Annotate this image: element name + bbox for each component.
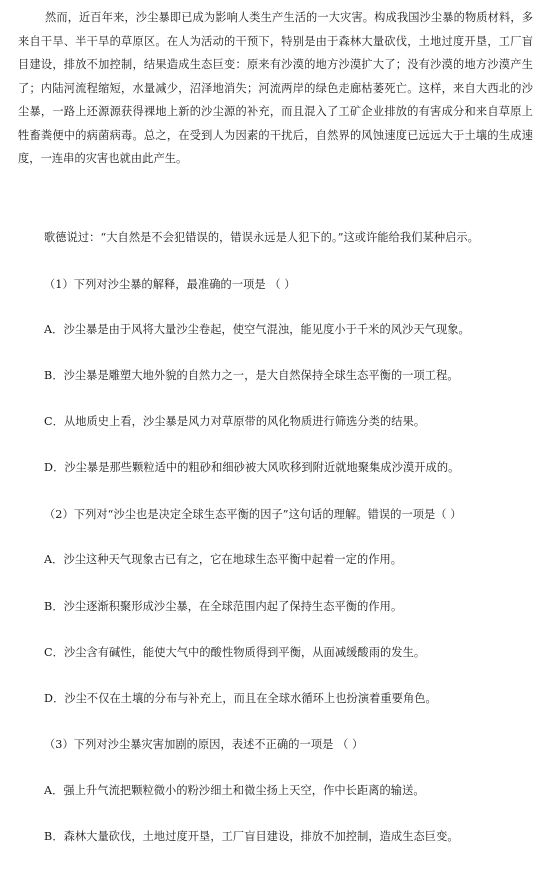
question-2-option-c: C．沙尘含有碱性，能使大气中的酸性物质得到平衡，从面减缓酸雨的发生。: [44, 646, 426, 659]
question-1-option-d: D．沙尘暴是那些颗粒适中的粗砂和细砂被大风吹移到附近就地聚集成沙漠开成的。: [44, 461, 460, 474]
question-2-stem: （2）下列对“沙尘也是决定全球生态平衡的因子”这句话的理解。错误的一项是（ ）: [44, 508, 462, 521]
passage-paragraph: 然而，近百年来，沙尘暴即已成为影响人类生产生活的一大灾害。构成我国沙尘暴的物质材料，多来自干旱、半干旱的草原区。在人为活动的干预下，特别是由于森林大量砍伐，土地过度开垦，工厂盲目建设，排放不加控制，结果造成生态巨变：原来有沙漠的地方沙漠扩大了；没有沙漠的地方沙漠产生了；内陆河流程缩短，水量减少，沼泽地消失；河流两岸的绿色走廊枯萎死亡。这样，来自大西北的沙尘暴，一路上还源源获得裸地上新的沙尘源的补充，而且混入了工矿企业排放的有害成分和来自草原上牲畜粪便中的病菌病毒。总之，在受到人为因素的干扰后，自然界的风蚀速度已远远大于土壤的生成速度，一连串的灾害也就由此产生。: [18, 11, 533, 165]
question-1-option-a: A．沙尘暴是由于风将大量沙尘卷起，使空气混浊，能见度小于千米的风沙天气现象。: [44, 323, 470, 336]
question-1-option-c: C．从地质史上看，沙尘暴是风力对草原带的风化物质进行筛选分类的结果。: [44, 415, 426, 428]
question-2-option-a: A．沙尘这种天气现象古已有之，它在地球生态平衡中起着一定的作用。: [44, 553, 403, 566]
question-3-option-a: A．强上升气流把颗粒微小的粉沙细土和微尘扬上天空，作中长距离的输送。: [44, 784, 425, 797]
goethe-quote: 歌德说过：“大自然是不会犯错误的，错误永远是人犯下的。”这或许能给我们某种启示。: [44, 231, 479, 244]
question-2-option-b: B．沙尘逐渐积聚形成沙尘暴，在全球范围内起了保持生态平衡的作用。: [44, 600, 403, 613]
question-3-stem: （3）下列对沙尘暴灾害加剧的原因，表述不正确的一项是 （ ）: [44, 738, 364, 751]
question-2-option-d: D．沙尘不仅在土壤的分布与补充上，而且在全球水循环上也扮演着重要角色。: [44, 692, 437, 705]
question-1-stem: （1）下列对沙尘暴的解释，最准确的一项是 （ ）: [44, 278, 296, 291]
question-3-option-b: B．森林大量砍伐，土地过度开垦，工厂盲目建设，排放不加控制，造成生态巨变。: [44, 830, 459, 843]
question-1-option-b: B．沙尘暴是雕塑大地外貌的自然力之一，是大自然保持全球生态平衡的一项工程。: [44, 369, 459, 382]
